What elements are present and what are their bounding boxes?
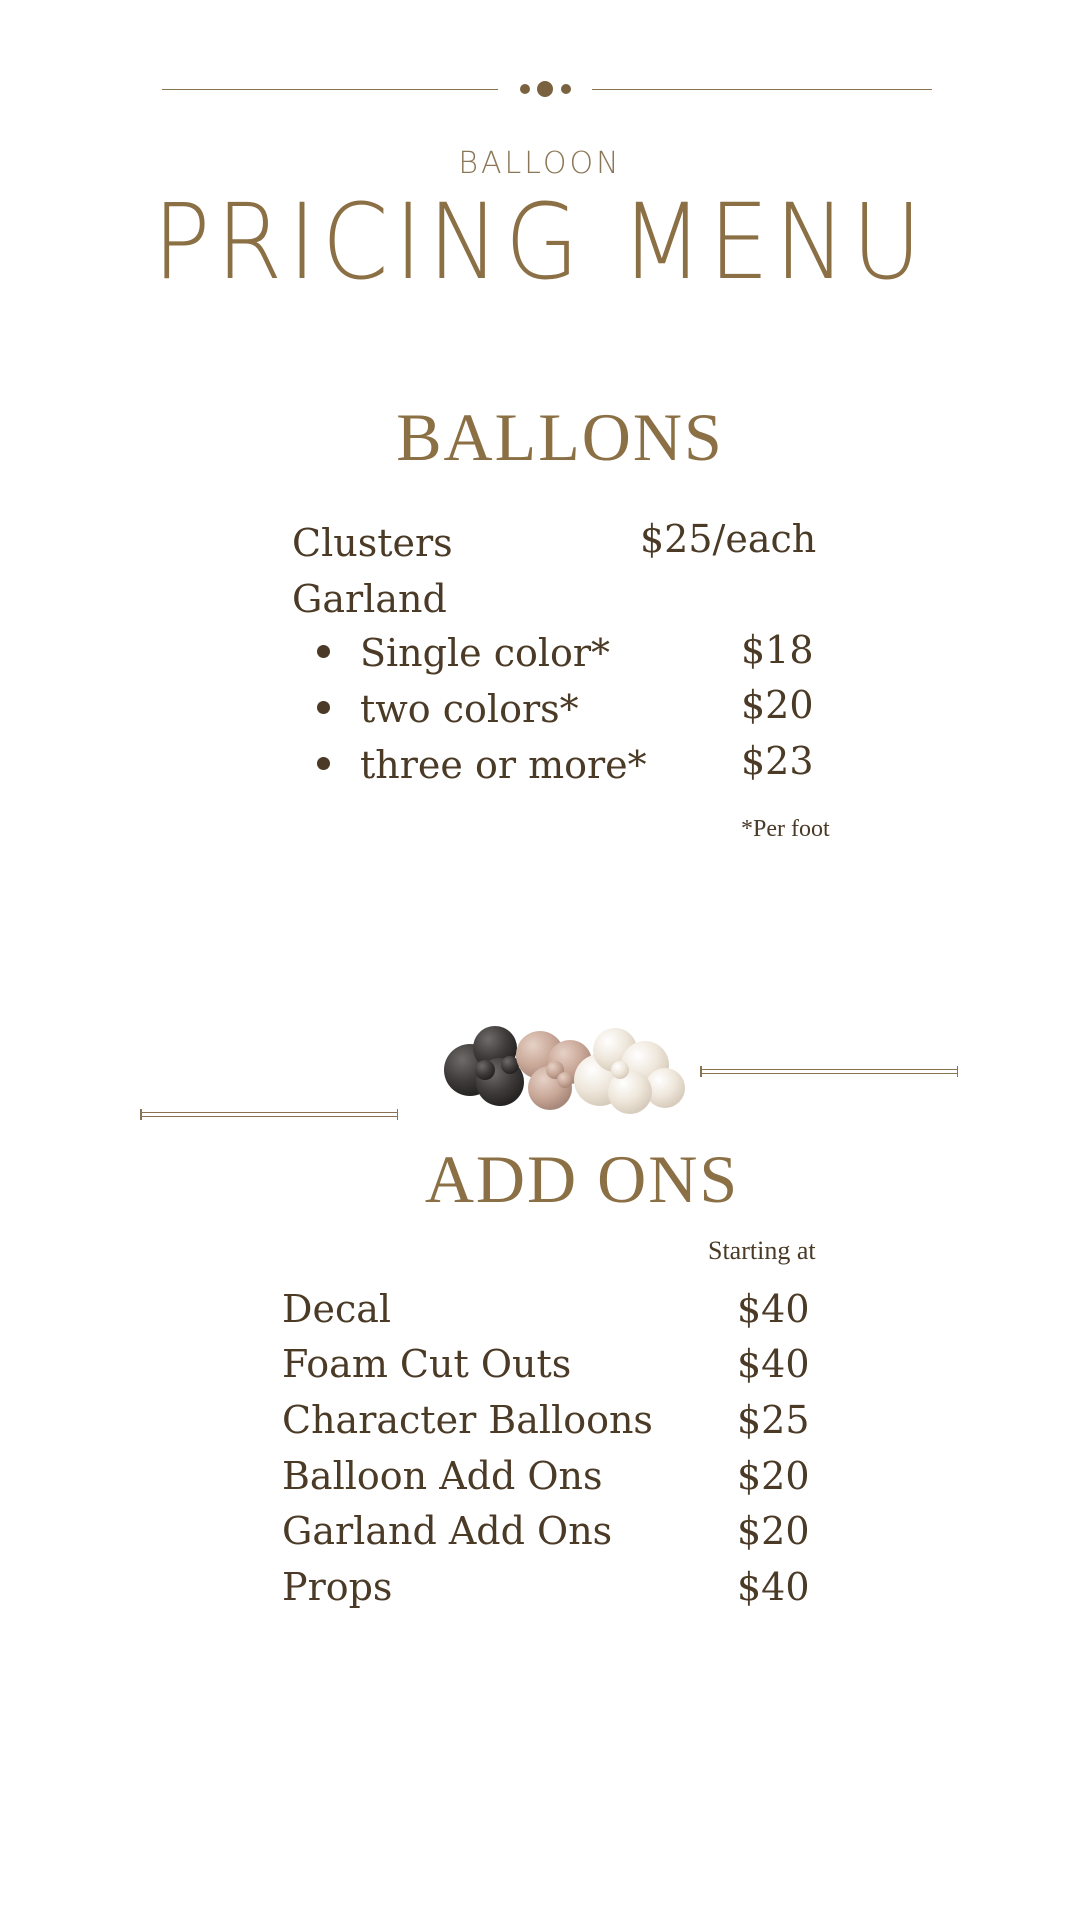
ornament-dot-icon [561, 84, 571, 94]
garland-option-price: $18 [741, 628, 814, 672]
addon-item-label: Balloon Add Ons [282, 1454, 603, 1498]
addon-item-label: Character Balloons [282, 1398, 653, 1442]
addon-item-label: Props [282, 1565, 393, 1609]
top-divider-right [592, 89, 932, 90]
addon-item-price: $40 [737, 1287, 810, 1331]
menu-item-label: Clusters [292, 521, 453, 565]
addon-item-price: $20 [737, 1454, 810, 1498]
garland-option-label: three or more* [360, 743, 647, 787]
addon-item-price: $40 [737, 1342, 810, 1386]
addon-item-label: Foam Cut Outs [282, 1342, 572, 1386]
garland-option-price: $20 [741, 683, 814, 727]
garland-option-price: $23 [741, 739, 814, 783]
divider-right [700, 1069, 958, 1074]
ornament-dot-icon [520, 84, 530, 94]
divider-left [140, 1112, 398, 1117]
addon-item-label: Decal [282, 1287, 392, 1331]
balloon-garland-icon [440, 1010, 700, 1120]
addon-item-price: $25 [737, 1398, 810, 1442]
per-foot-note: *Per foot [741, 816, 830, 842]
top-divider-left [162, 89, 498, 90]
balloons-section-title: BALLONS [396, 399, 724, 475]
addon-item-label: Garland Add Ons [282, 1509, 613, 1553]
garland-option-label: Single color* [360, 631, 611, 675]
garland-option-label: two colors* [360, 687, 579, 731]
bullet-icon [317, 757, 330, 770]
addon-item-price: $40 [737, 1565, 810, 1609]
addons-section-title: ADD ONS [424, 1141, 740, 1217]
menu-eyebrow: BALLOON [458, 146, 622, 181]
menu-item-price: $25/each [640, 517, 817, 561]
addon-item-price: $20 [737, 1509, 810, 1553]
starting-at-label: Starting at [708, 1236, 816, 1265]
menu-item-label: Garland [292, 577, 447, 621]
bullet-icon [317, 701, 330, 714]
ornament-dot-icon [537, 81, 553, 97]
bullet-icon [317, 645, 330, 658]
page-title: PRICING MENU [152, 181, 928, 303]
